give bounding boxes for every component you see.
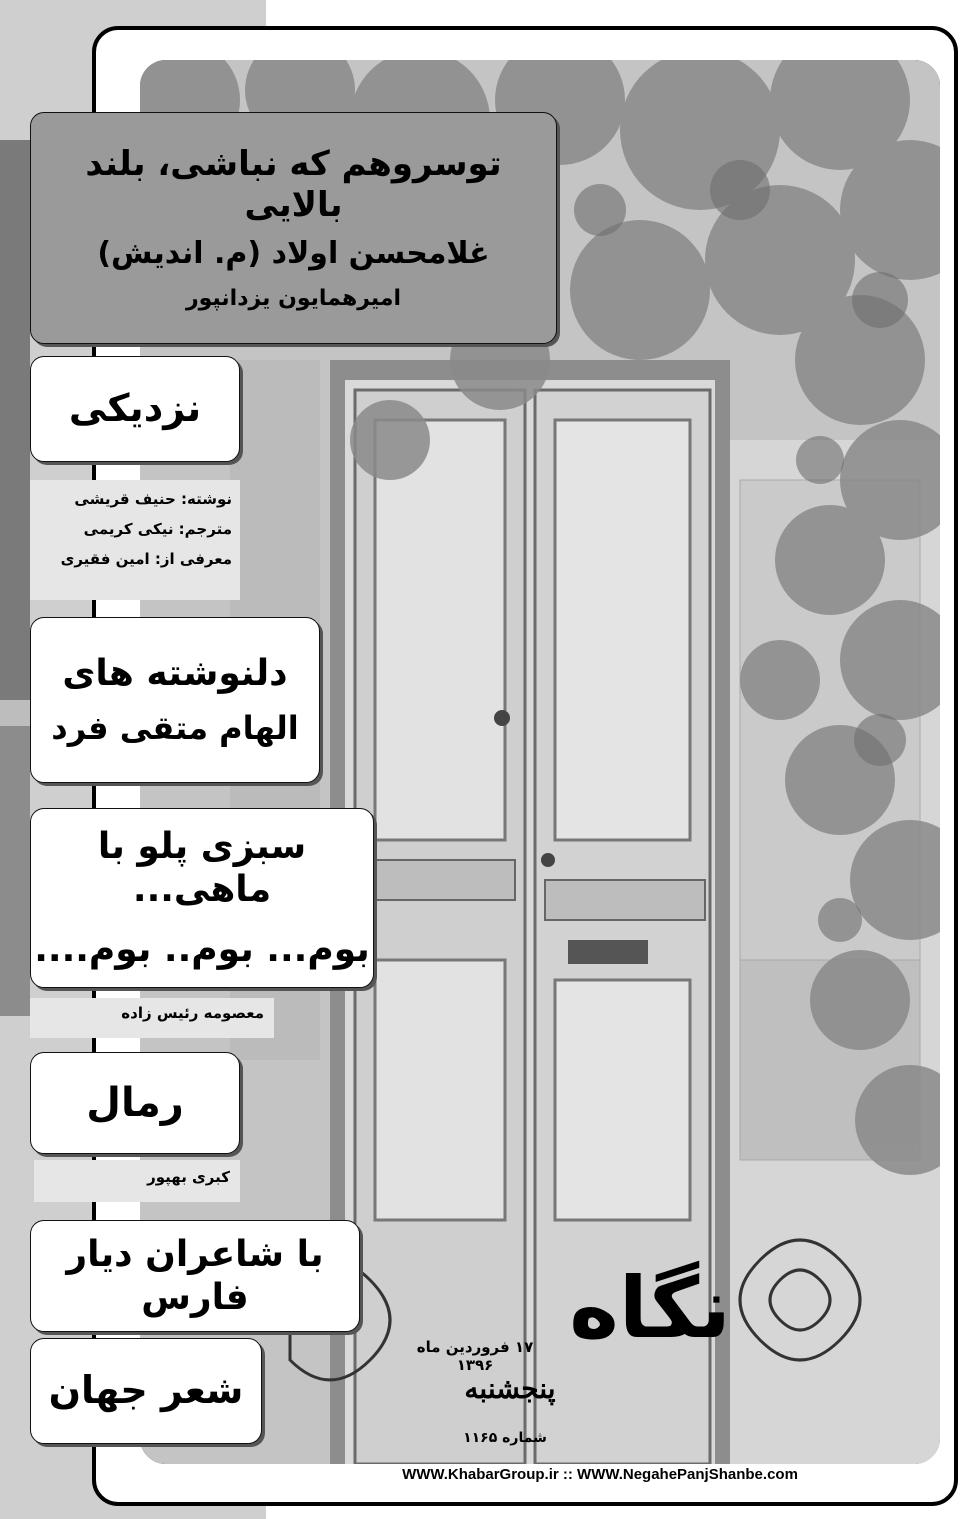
rammal-author-strip xyxy=(34,1160,240,1202)
footer-urls[interactable]: WWW.KhabarGroup.ir :: WWW.NegahePanjShanbe.com xyxy=(402,1466,798,1483)
credit-translator: مترجم: نیکی کریمی xyxy=(83,520,232,538)
sabzi-author: معصومه رئیس زاده xyxy=(121,1004,264,1022)
headline-byline: امیرهمایون یزدانپور xyxy=(185,285,402,311)
masthead-date: ۱۷ فروردین ماه ۱۳۹۶ xyxy=(416,1338,534,1374)
section-rammal-title: رمال xyxy=(86,1080,184,1126)
section-nazdiki-box[interactable] xyxy=(30,356,240,462)
section-delneveshte-line2: الهام متقی فرد xyxy=(51,709,299,748)
section-sherjahan-box[interactable] xyxy=(30,1338,262,1444)
headline-box[interactable] xyxy=(30,112,557,344)
section-shaeran-title: با شاعران دیار فارس xyxy=(66,1233,324,1318)
masthead-issue: شماره ۱۱۶۵ xyxy=(463,1430,547,1446)
credits-strip xyxy=(30,480,240,600)
section-sabzi-line2: بوم... بوم.. بوم.... xyxy=(34,928,370,970)
credit-intro: معرفی از: امین فقیری xyxy=(60,550,232,568)
left-strip-dark-band xyxy=(0,140,30,700)
section-rammal-box[interactable] xyxy=(30,1052,240,1154)
left-strip-dark-band-lower xyxy=(0,726,30,1016)
section-sabzi-box[interactable] xyxy=(30,808,374,988)
headline-author: غلامحسن اولاد (م. اندیش) xyxy=(97,235,490,271)
section-nazdiki-title: نزدیکی xyxy=(68,386,202,431)
credit-writer: نوشته: حنیف قریشی xyxy=(74,490,232,508)
headline-title: توسروهم که نباشی، بلند بالایی xyxy=(85,144,502,225)
section-sherjahan-title: شعر جهان xyxy=(48,1368,244,1413)
section-delneveshte-box[interactable] xyxy=(30,617,320,783)
masthead-subtitle: پنجشنبه xyxy=(464,1372,556,1405)
masthead-logo: نگاه xyxy=(569,1259,731,1357)
sabzi-author-strip xyxy=(30,998,274,1038)
rammal-author: کبری بهپور xyxy=(147,1168,230,1186)
section-sabzi-line1: سبزی پلو با ماهی... xyxy=(97,826,307,911)
section-shaeran-box[interactable] xyxy=(30,1220,360,1332)
section-delneveshte-line1: دلنوشته های xyxy=(62,653,288,695)
